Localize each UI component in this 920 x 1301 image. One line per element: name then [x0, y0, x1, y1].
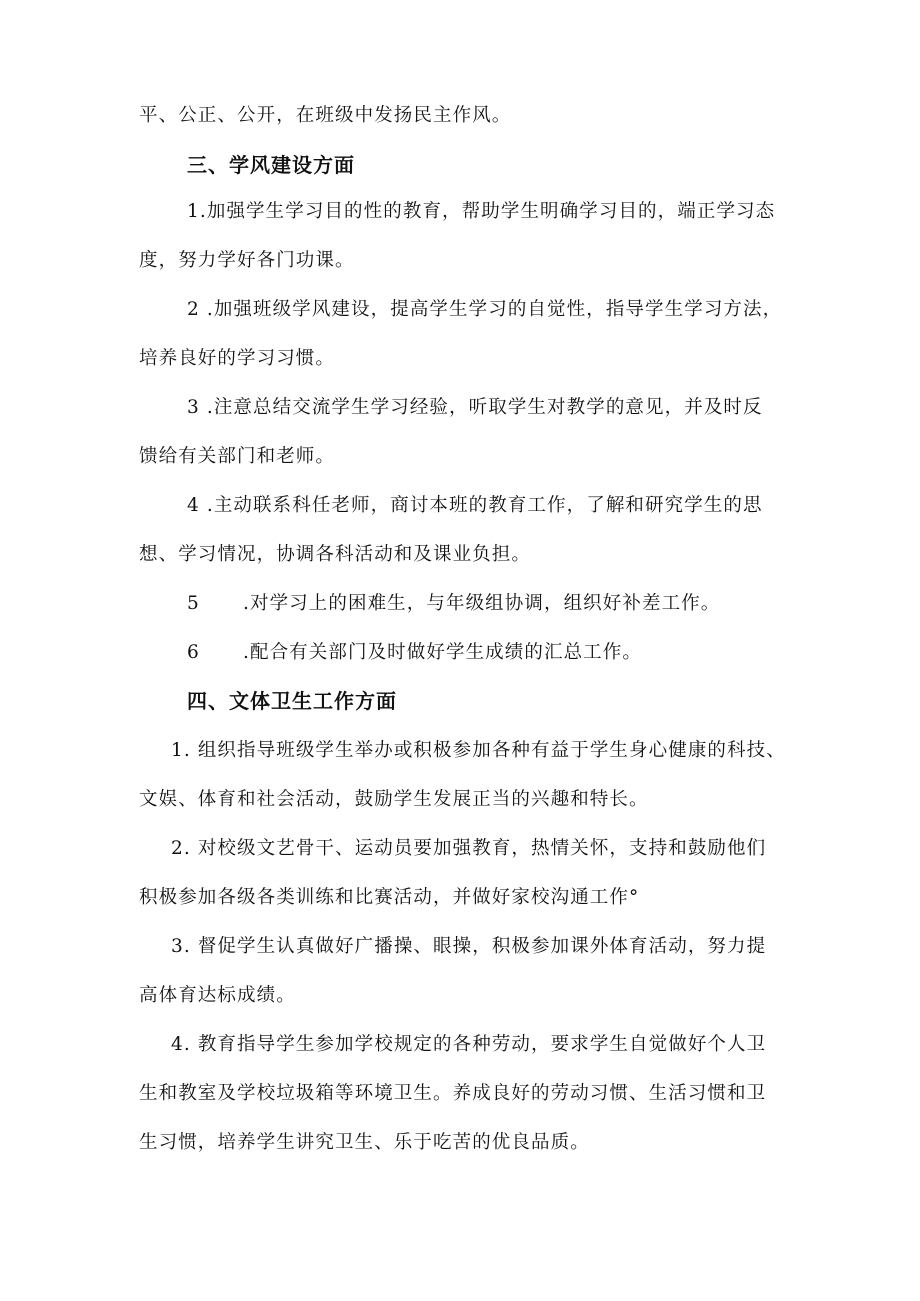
section3-item6-text: .配合有关部门及时做好学生成绩的汇总工作。 — [243, 642, 642, 663]
section-heading-3: 三、学风建设方面 — [187, 153, 355, 177]
section3-item1-line1: 1.加强学生学习目的性的教育，帮助学生明确学习目的，端正学习态 — [187, 201, 776, 222]
section4-item2-line2: 积极参加各级各类训练和比赛活动，并做好家校沟通工作° — [139, 887, 640, 908]
section3-item5-number: 5 — [187, 593, 200, 614]
section4-item3-line2: 高体育达标成绩。 — [139, 985, 296, 1006]
section3-item3-line2: 馈给有关部门和老师。 — [139, 446, 336, 467]
section3-item4-line1: 4 .主动联系科任老师，商讨本班的教育工作，了解和研究学生的思 — [187, 495, 763, 516]
section4-item4-line2: 生和教室及学校垃圾箱等环境卫生。养成良好的劳动习惯、生活习惯和卫 — [139, 1083, 767, 1104]
section4-item3-line1: 3. 督促学生认真做好广播操、眼操，积极参加课外体育活动，努力提 — [171, 936, 767, 957]
section4-item2-line1: 2. 对校级文艺骨干、运动员要加强教育，热情关怀，支持和鼓励他们 — [171, 838, 767, 859]
section4-item1-line2: 文娱、体育和社会活动，鼓励学生发展正当的兴趣和特长。 — [139, 789, 649, 810]
section-heading-4: 四、文体卫生工作方面 — [187, 689, 397, 713]
section4-item4-line1: 4. 教育指导学生参加学校规定的各种劳动，要求学生自觉做好个人卫 — [171, 1034, 767, 1055]
section3-item5-text: .对学习上的困难生，与年级组协调，组织好补差工作。 — [243, 593, 721, 614]
section3-item2-line2: 培养良好的学习习惯。 — [139, 348, 336, 369]
section4-item1-line1: 1. 组织指导班级学生举办或积极参加各种有益于学生身心健康的科技、 — [171, 740, 786, 761]
section3-item6-number: 6 — [187, 642, 200, 663]
paragraph-continuation: 平、公正、公开，在班级中发扬民主作风。 — [139, 105, 512, 126]
section3-item2-line1: 2 .加强班级学风建设，提高学生学习的自觉性，指导学生学习方法， — [187, 299, 783, 320]
section4-item4-line3: 生习惯，培养学生讲究卫生、乐于吃苦的优良品质。 — [139, 1132, 590, 1153]
section3-item3-line1: 3 .注意总结交流学生学习经验，听取学生对教学的意见，并及时反 — [187, 397, 763, 418]
section3-item4-line2: 想、学习情况，协调各科活动和及课业负担。 — [139, 544, 532, 565]
section3-item1-line2: 度，努力学好各门功课。 — [139, 250, 355, 271]
